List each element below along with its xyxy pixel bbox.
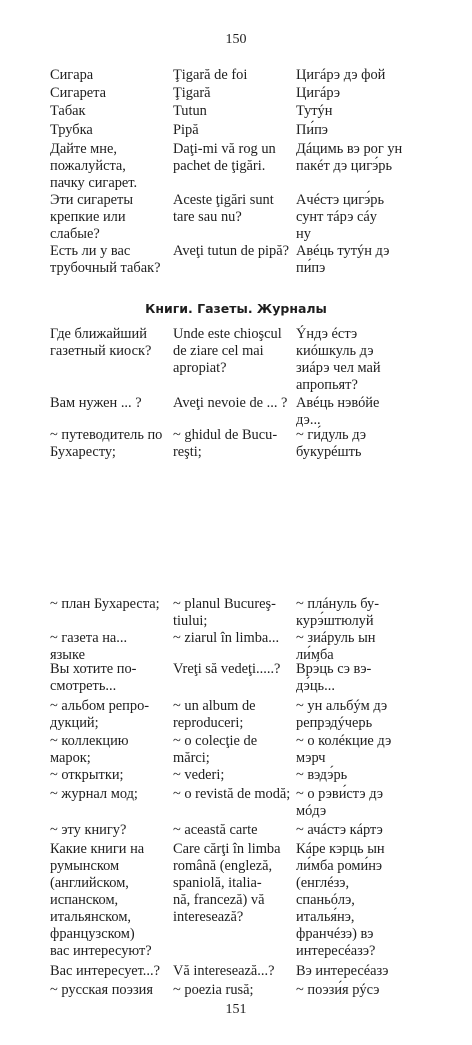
russian-phrase: ~ русская поэзия	[50, 982, 153, 998]
romanian-phrase: Vreţi să vedeţi.....?	[173, 661, 281, 677]
romanian-phrase: ~ o revistă de modă;	[173, 786, 291, 802]
romanian-phrase: Pipă	[173, 122, 199, 138]
transcription: Вэ интересéазэ	[296, 963, 389, 979]
russian-phrase: Эти сигареты крепкие или слабые?	[50, 192, 134, 242]
romanian-phrase: ~ o colecţie de mărci;	[173, 733, 258, 766]
transcription: ~ ун альбýм дэ репрэдýчерь	[296, 698, 388, 731]
transcription: Авéць нэвóйе дэ...	[296, 395, 380, 428]
romanian-phrase: ~ planul Bucureş- tiului;	[173, 596, 276, 629]
russian-phrase: ~ коллекцию марок;	[50, 733, 129, 766]
romanian-phrase: Ţigară de foi	[173, 67, 248, 83]
romanian-phrase: Unde este chioşcul de ziare cel mai apropiat?	[173, 326, 282, 376]
romanian-phrase: ~ ziarul în limba...	[173, 630, 280, 646]
transcription: Ачéстэ цигэ́рь сунт тáрэ сáу ну	[296, 192, 385, 242]
romanian-phrase: Aceste ţigări sunt tare sau nu?	[173, 192, 274, 225]
transcription: Тутýн	[296, 103, 333, 119]
russian-phrase: ~ путеводитель по Бухаресту;	[50, 427, 163, 460]
russian-phrase: Вы хотите по- смотреть...	[50, 661, 137, 694]
russian-phrase: Сигарета	[50, 85, 107, 101]
russian-phrase: ~ альбом репро- дукций;	[50, 698, 150, 731]
transcription: Ýндэ éстэ киóшкуль дэ зиáрэ чел май апропьят?	[296, 326, 381, 393]
russian-phrase: Дайте мне, пожалуйста, пачку сигарет.	[50, 141, 138, 191]
romanian-phrase: Ţigară	[173, 85, 211, 101]
transcription: ~ ачáстэ кáртэ	[296, 822, 383, 838]
transcription: Кáре кэрць ын ли́мба роми́нэ (енглéзэ, спаньóлэ, италья́нэ, франчéзэ) вэ интересéазэ?	[296, 841, 385, 959]
russian-phrase: Какие книги на румынском (английском, испанском, итальянском, французском) вас интересуют?	[50, 841, 152, 959]
romanian-phrase: Tutun	[173, 103, 207, 119]
russian-phrase: Есть ли у вас трубочный табак?	[50, 243, 161, 276]
romanian-phrase: ~ un album de reproduceri;	[173, 698, 256, 731]
russian-phrase: Вас интересует...?	[50, 963, 160, 979]
transcription: ~ поэзи́я рýсэ	[296, 982, 380, 998]
transcription: Пи́пэ	[296, 122, 328, 138]
russian-phrase: Вам нужен ... ?	[50, 395, 142, 411]
romanian-phrase: ~ poezia rusă;	[173, 982, 254, 998]
russian-phrase: Где ближайший газетный киоск?	[50, 326, 152, 359]
transcription: Авéць тутýн дэ пи́пэ	[296, 243, 390, 276]
transcription: ~ о рэви́стэ дэ мóдэ	[296, 786, 384, 819]
romanian-phrase: Daţi-mi vă rog un pachet de ţigări.	[173, 141, 276, 174]
russian-phrase: Табак	[50, 103, 86, 119]
transcription: ~ вэдэ́рь	[296, 767, 348, 783]
transcription: Дáцимь вэ рог ун пакéт дэ цигэ́рь	[296, 141, 403, 174]
romanian-phrase: ~ această carte	[173, 822, 258, 838]
russian-phrase: Сигара	[50, 67, 94, 83]
transcription: ~ плáнуль бу- курэ́штюлуй	[296, 596, 380, 629]
russian-phrase: ~ журнал мод;	[50, 786, 138, 802]
romanian-phrase: ~ vederi;	[173, 767, 225, 783]
transcription: Цигáрэ дэ фой	[296, 67, 386, 83]
transcription: Цигáрэ	[296, 85, 341, 101]
transcription: ~ зиáруль ын ли́мба	[296, 630, 376, 663]
romanian-phrase: Aveţi nevoie de ... ?	[173, 395, 288, 411]
transcription: ~ ги́дуль дэ букурéшть	[296, 427, 367, 460]
transcription: ~ о колéкцие дэ мэрч	[296, 733, 392, 766]
page-number-bottom: 151	[225, 1002, 247, 1017]
section-title: Книги. Газеты. Журналы	[145, 301, 327, 316]
romanian-phrase: ~ ghidul de Bucu- reşti;	[173, 427, 278, 460]
romanian-phrase: Aveţi tutun de pipă?	[173, 243, 290, 259]
russian-phrase: ~ план Бухареста;	[50, 596, 160, 612]
romanian-phrase: Vă interesează...?	[173, 963, 275, 979]
russian-phrase: ~ эту книгу?	[50, 822, 127, 838]
transcription: Врэ́ць сэ вэ- дэ́ць...	[296, 661, 372, 694]
romanian-phrase: Care cărţi în limba română (engleză, spaniolă, italia- nă, franceză) vă interesează?	[173, 841, 281, 925]
russian-phrase: ~ открытки;	[50, 767, 124, 783]
russian-phrase: Трубка	[50, 122, 93, 138]
page-number-top: 150	[225, 32, 247, 47]
russian-phrase: ~ газета на... языке	[50, 630, 128, 663]
